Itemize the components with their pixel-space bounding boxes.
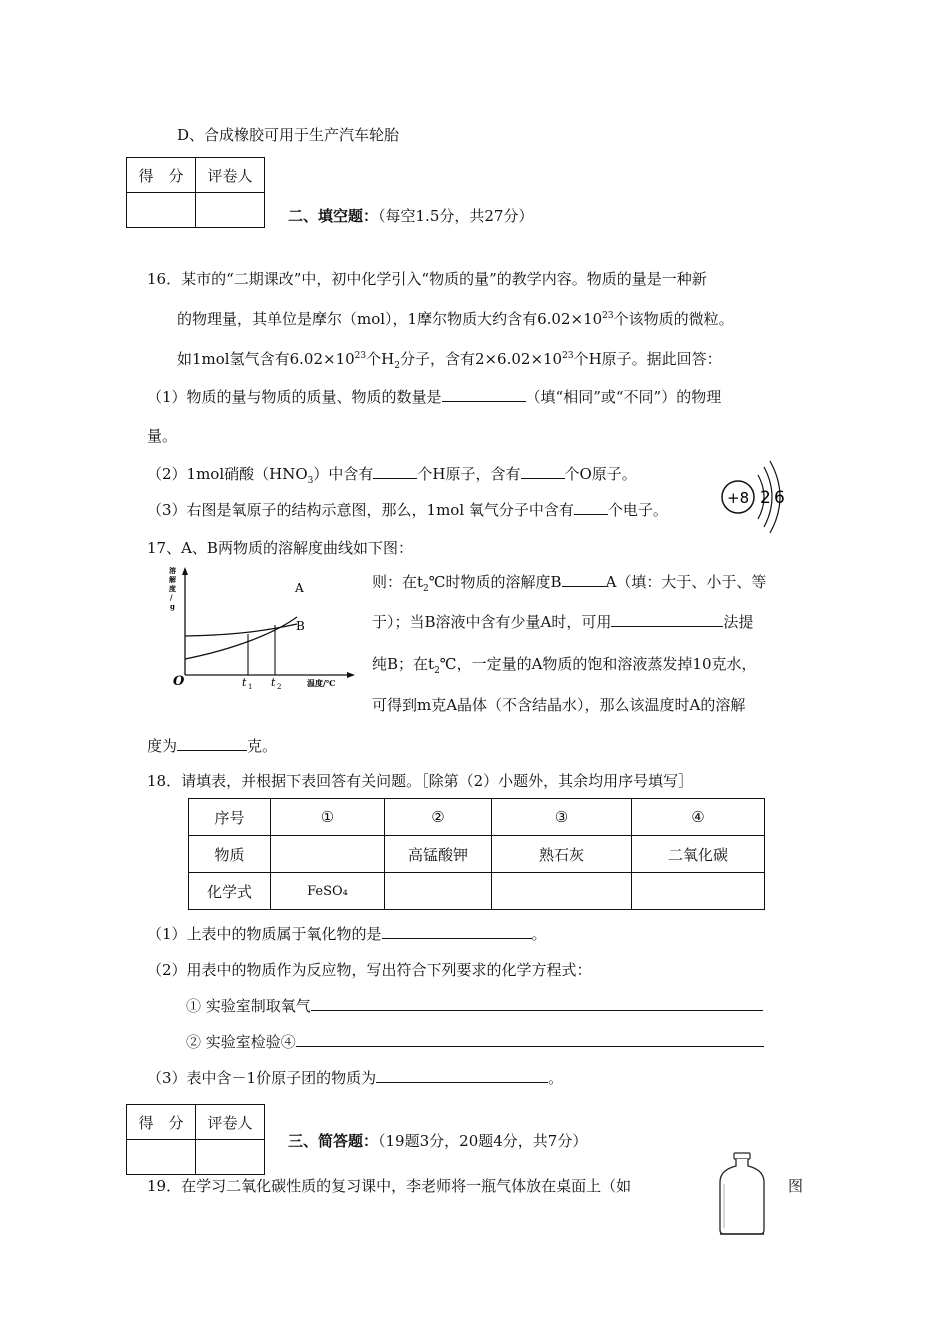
answer-blank[interactable] [296, 1032, 764, 1047]
section2-note: （每空1.5分，共27分） [378, 207, 534, 225]
answer-blank[interactable] [611, 612, 723, 627]
x-axis-label: 温度/℃ [307, 678, 336, 688]
table-cell[interactable] [632, 873, 765, 910]
q18-part2-i [186, 995, 763, 1016]
answer-blank[interactable] [521, 464, 565, 479]
q16-part3 [147, 499, 668, 520]
q17-l1-a: 则：在t [372, 573, 424, 591]
oxygen-atom-diagram [718, 455, 796, 539]
q16-part1-tail: （填“相同”或“不同”）的物理 [525, 388, 722, 406]
q16-line3-b: 个H [366, 350, 395, 368]
bottle-stopper [734, 1153, 750, 1159]
q18-title: 18．请填表，并根据下表回答有关问题。［除第（2）小题外，其余均用序号填写］ [147, 772, 694, 790]
q16-line1: 16．某市的“二期课改”中，初中化学引入“物质的量”的教学内容。物质的量是一种新 [147, 270, 707, 288]
score-table [126, 157, 265, 228]
nucleus-charge: +8 [727, 489, 750, 507]
x-axis-arrow [347, 672, 355, 678]
table-cell: ③ [492, 799, 632, 836]
table-cell[interactable] [492, 873, 632, 910]
score-cell[interactable] [127, 193, 196, 228]
q16-line3-a: 如1mol氢气含有6.02×10 [177, 350, 355, 368]
table-cell: 熟石灰 [492, 836, 632, 873]
q19-text-end: 图 [788, 1177, 804, 1195]
q16-part3-b: 个电子。 [607, 501, 668, 519]
score-cell[interactable] [127, 1140, 196, 1175]
q16-line3-d: 个H原子。据此回答： [573, 350, 722, 368]
exponent: 23 [562, 351, 574, 361]
answer-blank[interactable] [382, 924, 532, 939]
grader-cell[interactable] [196, 1140, 265, 1175]
origin-label: O [173, 674, 185, 689]
q17-line1 [372, 571, 766, 594]
curve-a-label: A [295, 581, 304, 595]
q17-line5 [147, 735, 277, 756]
table-cell: 物质 [189, 836, 271, 873]
y-label-1: 溶 [169, 566, 176, 575]
answer-blank[interactable] [177, 736, 247, 751]
q18-part3-tail: 。 [548, 1069, 564, 1087]
subscript: 2 [394, 361, 400, 371]
t2-sub: 2 [277, 683, 282, 691]
q17-l1-c: A（填：大于、小于、等 [605, 573, 767, 591]
table-cell: FeSO₄ [271, 873, 385, 910]
curve-a [185, 617, 297, 659]
table-cell: 高锰酸钾 [385, 836, 492, 873]
q16-part2-c: 个H原子，含有 [417, 465, 521, 483]
bottle-body [720, 1159, 764, 1234]
q16-part2-a: （2）1mol硝酸（HNO [147, 465, 308, 483]
q16-part3-a: （3）右图是氧原子的结构示意图，那么，1mol 氧气分子中含有 [147, 501, 574, 519]
t1-sub: 1 [248, 683, 253, 691]
answer-blank[interactable] [562, 572, 606, 587]
shell1-electrons: 2 [760, 488, 771, 508]
curve-b-label: B [296, 619, 305, 633]
q17-l5-b: 克。 [247, 737, 278, 755]
grader-header: 评卷人 [196, 1105, 265, 1140]
q17-title: 17、A、B两物质的溶解度曲线如下图： [147, 539, 413, 557]
answer-blank[interactable] [373, 464, 417, 479]
t1-label: t [242, 676, 247, 689]
q18-part2: （2）用表中的物质作为反应物，写出符合下列要求的化学方程式： [147, 961, 592, 979]
table-cell: 化学式 [189, 873, 271, 910]
table-row [189, 799, 765, 836]
q16-line3-c: 分子，含有2×6.02×10 [399, 350, 563, 368]
q16-line3 [177, 348, 722, 371]
t2-label: t [271, 676, 276, 689]
q17-l3-b: ℃，一定量的A物质的饱和溶液蒸发掉10克水， [439, 655, 757, 673]
exponent: 23 [602, 311, 614, 321]
subscript: 3 [307, 476, 314, 486]
table-cell[interactable] [271, 836, 385, 873]
table-cell[interactable] [385, 873, 492, 910]
exponent: 23 [354, 351, 367, 361]
grader-cell[interactable] [196, 193, 265, 228]
q16-part1-text: （1）物质的量与物质的质量、物质的数量是 [147, 388, 442, 406]
y-label-4: / [170, 593, 173, 602]
q18-part3 [147, 1067, 563, 1088]
score-table [126, 1104, 265, 1175]
q18-part1-text: （1）上表中的物质属于氧化物的是 [147, 925, 382, 943]
curve-b [185, 624, 297, 636]
y-label-5: g [170, 602, 175, 611]
answer-blank[interactable] [376, 1068, 548, 1083]
q18-part2-i-text: ① 实验室制取氧气 [186, 997, 311, 1015]
q17-line2 [372, 611, 753, 632]
q16-part1 [147, 386, 721, 407]
y-label-3: 度 [169, 584, 176, 593]
q18-part2-ii [186, 1031, 764, 1052]
q17-l2-a: 于）；当B溶液中含有少量A时，可用 [372, 613, 612, 631]
q17-l3-a: 纯B；在t [372, 655, 435, 673]
table-cell: ① [271, 799, 385, 836]
grader-header: 评卷人 [196, 158, 265, 193]
table-cell: ④ [632, 799, 765, 836]
answer-blank[interactable] [311, 996, 763, 1011]
y-label-2: 解 [169, 575, 176, 584]
section2-title: 二、填空题： [288, 207, 379, 225]
q17-l1-b: ℃时物质的溶解度B [428, 573, 562, 591]
q16-part2-b: ）中含有 [313, 465, 374, 483]
y-axis-arrow [182, 567, 188, 575]
gas-bottle-icon [712, 1150, 772, 1240]
table-cell: 二氧化碳 [632, 836, 765, 873]
q19-text: 19．在学习二氧化碳性质的复习课中，李老师将一瓶气体放在桌面上（如 [147, 1177, 632, 1195]
subscript: 2 [434, 666, 440, 676]
score-header: 得 分 [127, 1105, 196, 1140]
shell2-electrons: 6 [774, 488, 785, 508]
table-row [189, 836, 765, 873]
score-header: 得 分 [127, 158, 196, 193]
q18-table [188, 798, 765, 910]
solubility-graph [165, 563, 355, 693]
answer-blank[interactable] [442, 387, 526, 402]
subscript: 2 [423, 584, 429, 594]
q16-line2-tail: 个该物质的微粒。 [613, 310, 734, 328]
answer-blank[interactable] [574, 500, 608, 515]
table-cell: 序号 [189, 799, 271, 836]
q16-line2 [177, 308, 734, 329]
q17-l2-b: 法提 [723, 613, 754, 631]
q16-part2 [147, 463, 637, 486]
q16-part2-d: 个O原子。 [564, 465, 637, 483]
q18-part3-text: （3）表中含－1价原子团的物质为 [147, 1069, 377, 1087]
section3-heading [288, 1130, 587, 1151]
q15-option-d: D、合成橡胶可用于生产汽车轮胎 [177, 126, 400, 144]
q17-l5-a: 度为 [147, 737, 178, 755]
q17-line4: 可得到m克A晶体（不含结晶水），那么该温度时A的溶解 [372, 696, 746, 714]
section3-note: （19题3分，20题4分，共7分） [378, 1132, 588, 1150]
q16-line2-text: 的物理量，其单位是摩尔（mol），1摩尔物质大约含有6.02×10 [177, 310, 603, 328]
table-row [189, 873, 765, 910]
section3-title: 三、简答题： [288, 1132, 379, 1150]
q18-part2-ii-text: ② 实验室检验④ [186, 1033, 296, 1051]
q17-line3 [372, 653, 757, 676]
q18-part1 [147, 923, 547, 944]
q18-part1-tail: 。 [531, 925, 547, 943]
section2-heading [288, 205, 533, 226]
q16-part1-cont: 量。 [147, 427, 178, 445]
table-cell: ② [385, 799, 492, 836]
